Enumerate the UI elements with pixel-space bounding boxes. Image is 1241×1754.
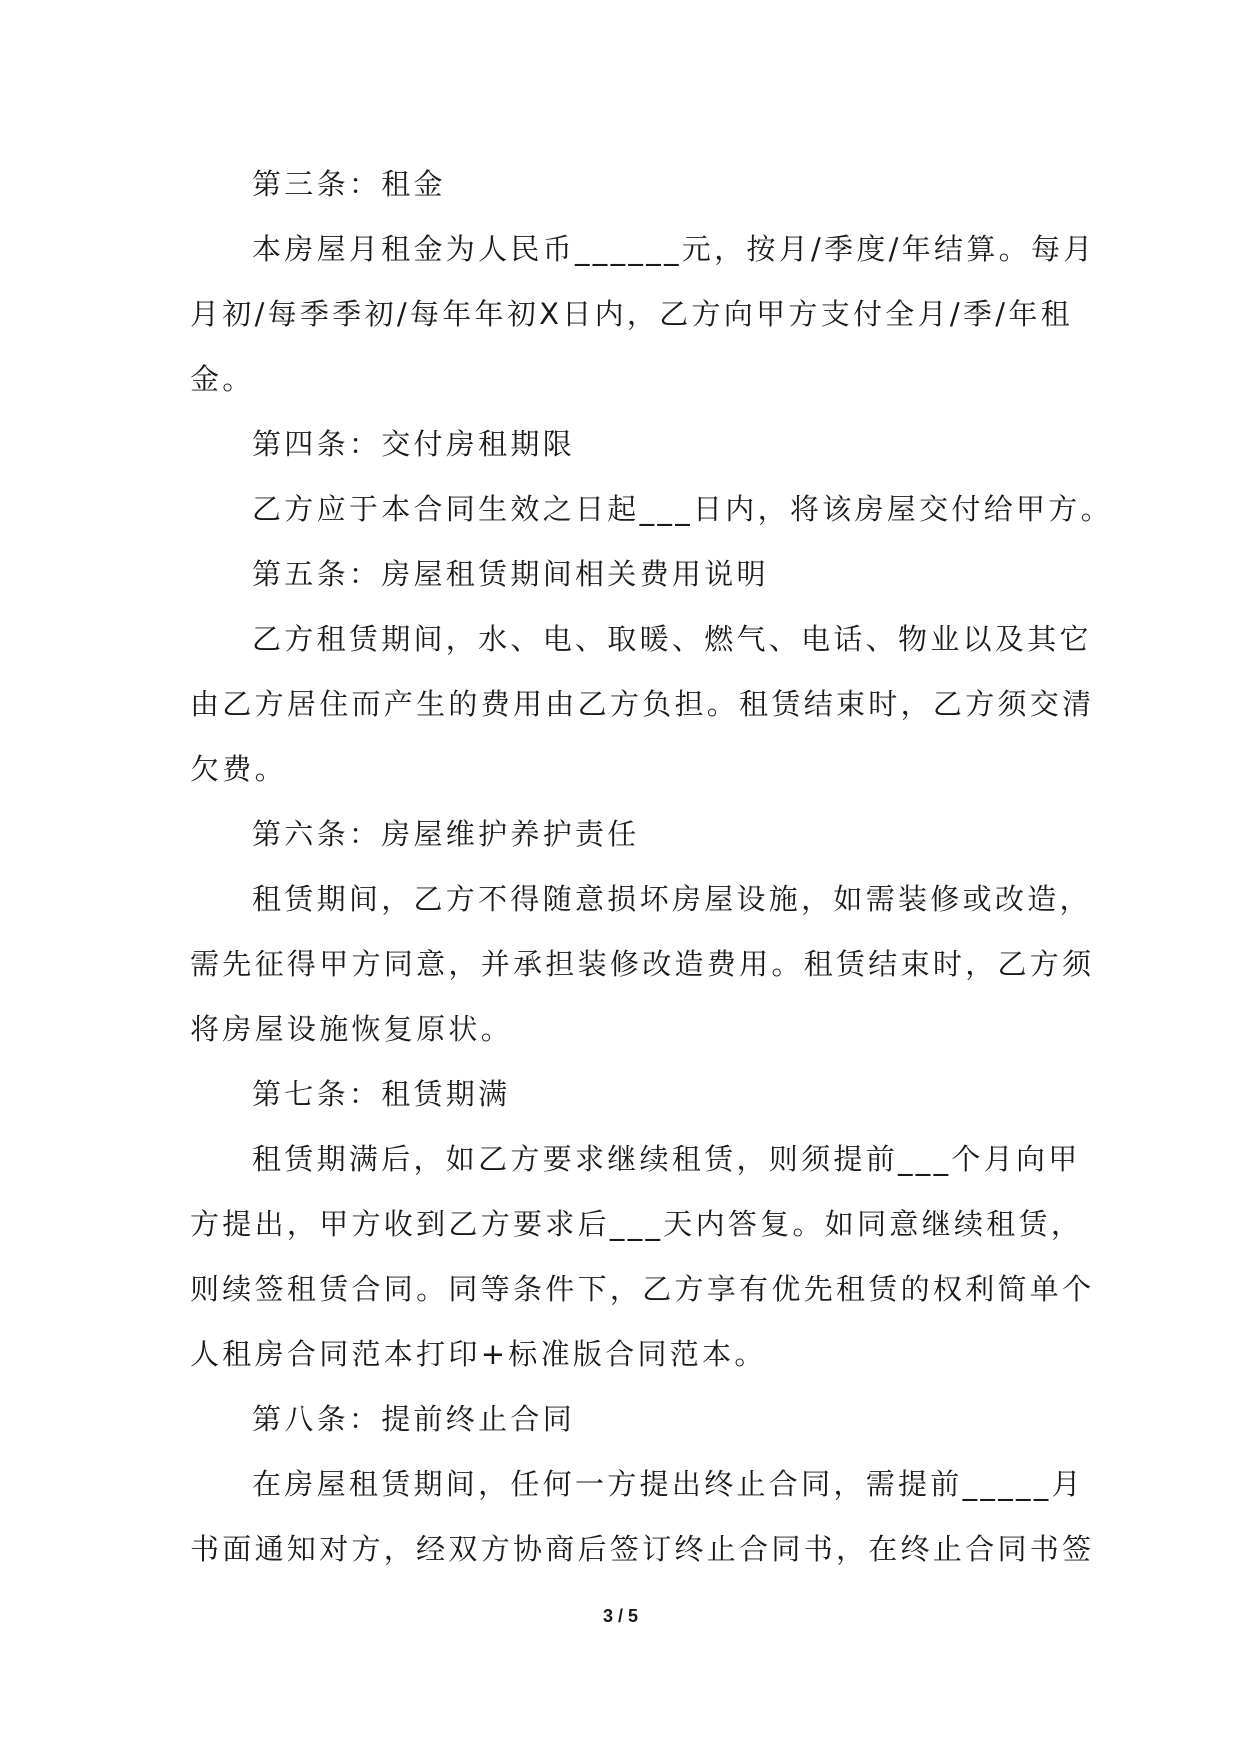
document-body	[190, 152, 1113, 1582]
paragraph-line: 人租房合同范本打印+标准版合同范本。	[190, 1337, 767, 1371]
paragraph-line: 由乙方居住而产生的费用由乙方负担。租赁结束时，乙方须交清	[190, 687, 1095, 721]
paragraph-line: 则续签租赁合同。同等条件下，乙方享有优先租赁的权利简单个	[190, 1272, 1095, 1306]
article-8-heading: 第八条：提前终止合同	[252, 1402, 576, 1436]
paragraph-line: 本房屋月租金为人民币______元，按月/季度/年结算。每月	[252, 232, 1096, 266]
paragraph-line: 需先征得甲方同意，并承担装修改造费用。租赁结束时，乙方须	[190, 947, 1095, 981]
paragraph-line: 租赁期满后，如乙方要求继续租赁，则须提前___个月向甲	[252, 1142, 1081, 1176]
article-3-heading: 第三条：租金	[252, 167, 446, 201]
paragraph-line: 乙方应于本合同生效之日起___日内，将该房屋交付给甲方。	[252, 492, 1113, 526]
article-5-heading: 第五条：房屋租赁期间相关费用说明	[252, 557, 769, 591]
paragraph-line: 书面通知对方，经双方协商后签订终止合同书，在终止合同书签	[190, 1532, 1095, 1566]
paragraph-line: 月初/每季季初/每年年初X日内，乙方向甲方支付全月/季/年租	[190, 297, 1073, 331]
paragraph-line: 金。	[190, 362, 255, 396]
paragraph-line: 乙方租赁期间，水、电、取暖、燃气、电话、物业以及其它	[252, 622, 1092, 656]
paragraph-line: 方提出，甲方收到乙方要求后___天内答复。如同意继续租赁，	[190, 1207, 1084, 1241]
page-number: 3 / 5	[602, 1606, 639, 1626]
paragraph-line: 租赁期间，乙方不得随意损坏房屋设施，如需装修或改造，	[252, 882, 1092, 916]
paragraph-line: 将房屋设施恢复原状。	[190, 1012, 514, 1046]
article-4-heading: 第四条：交付房租期限	[252, 427, 576, 461]
article-6-heading: 第六条：房屋维护养护责任	[252, 817, 640, 851]
paragraph-line: 欠费。	[190, 752, 287, 786]
article-7-heading: 第七条：租赁期满	[252, 1077, 511, 1111]
paragraph-line: 在房屋租赁期间，任何一方提出终止合同，需提前_____月	[252, 1467, 1084, 1501]
